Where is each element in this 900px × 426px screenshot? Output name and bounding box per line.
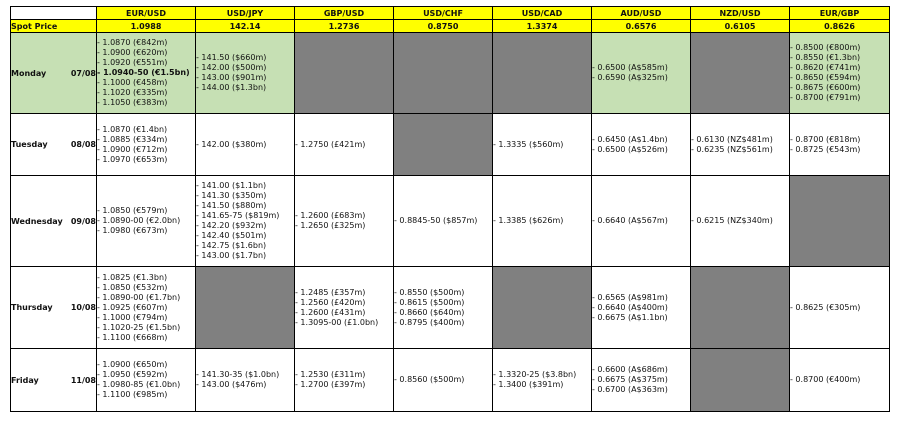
pair-header-eur-gbp: EUR/GBP — [790, 7, 890, 20]
strike-level: - 1.3095-00 (£1.0bn) — [295, 317, 379, 327]
strike-level: - 1.0890-00 (€2.0bn) — [97, 216, 181, 225]
expiry-cell-usd-cad — [493, 33, 592, 114]
strike-level: - 1.2530 (£311m) — [295, 370, 366, 379]
pair-header-usd-chf: USD/CHF — [394, 7, 493, 20]
strike-level: - 0.6450 (A$1.4bn) — [592, 134, 668, 144]
strike-level: - 0.6675 (A$375m) — [592, 375, 668, 384]
strike-level: - 0.6235 (NZ$561m) — [691, 144, 773, 154]
pair-header-usd-cad: USD/CAD — [493, 7, 592, 20]
strike-level: - 1.2560 (£420m) — [295, 297, 366, 307]
strike-level: - 1.1020 (€335m) — [97, 88, 168, 97]
day-label-cell — [11, 33, 97, 114]
strike-level: - 1.2700 (£397m) — [295, 380, 366, 389]
strike-level-list — [592, 293, 690, 323]
expiry-cell-aud-usd — [592, 176, 691, 267]
strike-level: - 141.65-75 ($819m) — [196, 211, 280, 220]
pair-header-aud-usd: AUD/USD — [592, 7, 691, 20]
expiry-cell-nzd-usd — [691, 349, 790, 412]
strike-level: - 1.0980 (€673m) — [97, 226, 168, 235]
expiry-cell-eur-gbp — [790, 349, 890, 412]
day-row-friday — [11, 349, 890, 412]
expiry-cell-usd-jpy — [196, 114, 295, 176]
pair-header-gbp-usd: GBP/USD — [295, 7, 394, 20]
day-row-tuesday — [11, 114, 890, 176]
strike-level: - 1.0870 (€1.4bn) — [97, 124, 168, 134]
spot-price-eur-usd: 1.0988 — [97, 20, 196, 33]
strike-level: - 0.6500 (A$585m) — [592, 63, 668, 72]
day-date: 09/08 — [70, 216, 96, 226]
spot-price-eur-gbp: 0.8626 — [790, 20, 890, 33]
strike-level-list — [790, 375, 889, 385]
day-name: Friday — [11, 375, 39, 385]
expiry-cell-gbp-usd — [295, 349, 394, 412]
strike-level: - 0.6565 (A$981m) — [592, 292, 668, 302]
strike-level-list — [97, 38, 195, 108]
strike-level: - 0.6500 (A$526m) — [592, 144, 668, 154]
expiry-cell-usd-chf — [394, 349, 493, 412]
strike-level-list — [493, 140, 591, 150]
day-name: Thursday — [11, 303, 53, 312]
day-date: 10/08 — [70, 303, 96, 312]
strike-level-list — [592, 63, 690, 83]
strike-level: - 0.8560 ($500m) — [394, 375, 465, 384]
expiry-cell-aud-usd — [592, 33, 691, 114]
strike-level: - 1.1050 (€383m) — [97, 98, 168, 107]
day-label-cell — [11, 267, 97, 349]
day-name: Wednesday — [11, 216, 63, 226]
strike-level-list — [196, 181, 294, 261]
day-date: 11/08 — [70, 375, 96, 385]
strike-level-list — [97, 360, 195, 400]
strike-level-list — [295, 140, 393, 150]
spot-price-label: Spot Price — [11, 20, 97, 33]
strike-level: - 1.0900 (€650m) — [97, 360, 168, 369]
day-label-cell — [11, 176, 97, 267]
strike-level-list — [790, 135, 889, 155]
currency-pair-header-row — [11, 7, 890, 20]
strike-level: - 1.0850 (€532m) — [97, 282, 168, 292]
strike-level: - 143.00 ($476m) — [196, 380, 267, 389]
strike-level: - 143.00 ($901m) — [196, 73, 267, 82]
day-date: 08/08 — [70, 140, 96, 149]
expiry-cell-gbp-usd — [295, 176, 394, 267]
strike-level: - 1.0970 (€653m) — [97, 154, 168, 164]
expiry-cell-gbp-usd — [295, 267, 394, 349]
strike-level: - 0.8650 (€594m) — [790, 73, 861, 82]
strike-level: - 1.2650 (£325m) — [295, 221, 366, 230]
day-label-cell — [11, 349, 97, 412]
strike-level: - 0.8550 (€1.3bn) — [790, 53, 861, 62]
strike-level: - 1.0920 (€551m) — [97, 58, 168, 67]
strike-level-list — [592, 365, 690, 395]
day-label-cell — [11, 114, 97, 176]
expiry-cell-eur-usd — [97, 114, 196, 176]
strike-level: - 0.6700 (A$363m) — [592, 385, 668, 394]
strike-level: - 1.0870 (€842m) — [97, 38, 168, 47]
strike-level: - 0.8500 (€800m) — [790, 43, 861, 52]
strike-level: - 1.1000 (€794m) — [97, 312, 168, 322]
expiry-cell-eur-usd — [97, 349, 196, 412]
strike-level: - 141.00 ($1.1bn) — [196, 181, 267, 190]
expiry-cell-eur-gbp — [790, 267, 890, 349]
strike-level: - 141.50 ($880m) — [196, 201, 267, 210]
expiry-cell-eur-gbp — [790, 33, 890, 114]
day-date: 07/08 — [70, 68, 96, 78]
strike-level-list — [493, 216, 591, 226]
header-corner-cell — [11, 7, 97, 20]
strike-level: - 0.8620 (€741m) — [790, 63, 861, 72]
strike-level-list — [691, 135, 789, 155]
strike-level-list — [196, 140, 294, 150]
strike-level-list — [790, 43, 889, 103]
spot-price-gbp-usd: 1.2736 — [295, 20, 394, 33]
strike-level: - 0.8845-50 ($857m) — [394, 216, 478, 225]
strike-level: - 1.1100 (€668m) — [97, 332, 168, 342]
strike-level-list — [394, 288, 492, 328]
expiry-cell-aud-usd — [592, 114, 691, 176]
strike-level: - 0.6590 (A$325m) — [592, 73, 668, 82]
strike-level-list — [592, 135, 690, 155]
day-row-wednesday — [11, 176, 890, 267]
strike-level-list — [394, 216, 492, 226]
strike-level: - 1.3320-25 ($3.8bn) — [493, 370, 577, 379]
expiry-cell-nzd-usd — [691, 33, 790, 114]
pair-header-nzd-usd: NZD/USD — [691, 7, 790, 20]
strike-level: - 0.8660 ($640m) — [394, 307, 465, 317]
day-row-thursday — [11, 267, 890, 349]
expiry-cell-eur-gbp — [790, 176, 890, 267]
strike-level: - 0.6600 (A$686m) — [592, 365, 668, 374]
expiry-cell-usd-cad — [493, 114, 592, 176]
strike-level: - 0.8700 (€818m) — [790, 134, 861, 144]
spot-price-usd-cad: 1.3374 — [493, 20, 592, 33]
strike-level-list — [196, 53, 294, 93]
strike-level: - 0.8725 (€543m) — [790, 144, 861, 154]
strike-level: - 142.00 ($380m) — [196, 139, 267, 149]
expiry-cell-usd-chf — [394, 33, 493, 114]
strike-level: - 1.0885 (€334m) — [97, 134, 168, 144]
strike-level-list — [394, 375, 492, 385]
day-name: Monday — [11, 68, 47, 78]
strike-level: - 1.0850 (€579m) — [97, 206, 168, 215]
strike-level: - 1.2750 (£421m) — [295, 139, 366, 149]
strike-level: - 1.2600 (£431m) — [295, 307, 366, 317]
strike-level-list — [790, 303, 889, 313]
pair-header-usd-jpy: USD/JPY — [196, 7, 295, 20]
expiry-cell-gbp-usd — [295, 114, 394, 176]
strike-level: - 1.0890-00 (€1.7bn) — [97, 292, 181, 302]
expiry-cell-usd-jpy — [196, 267, 295, 349]
expiry-cell-eur-usd — [97, 267, 196, 349]
strike-level: - 1.0925 (€607m) — [97, 302, 168, 312]
strike-level-list — [295, 211, 393, 231]
strike-level: - 0.6215 (NZ$340m) — [691, 216, 773, 225]
strike-level: - 0.8550 ($500m) — [394, 287, 465, 297]
expiry-cell-usd-jpy — [196, 349, 295, 412]
strike-level: - 0.8700 (€400m) — [790, 375, 861, 384]
strike-level: - 1.2600 (£683m) — [295, 211, 366, 220]
expiry-cell-nzd-usd — [691, 176, 790, 267]
strike-level: - 0.8615 ($500m) — [394, 297, 465, 307]
strike-level-list — [97, 273, 195, 343]
strike-level: - 1.0980-85 (€1.0bn) — [97, 380, 181, 389]
strike-level: - 142.75 ($1.6bn) — [196, 241, 267, 250]
expiry-cell-eur-usd — [97, 33, 196, 114]
strike-level: - 1.3385 ($626m) — [493, 216, 564, 225]
strike-level-list — [493, 370, 591, 390]
strike-level-list — [295, 288, 393, 328]
spot-price-usd-chf: 0.8750 — [394, 20, 493, 33]
pair-header-eur-usd: EUR/USD — [97, 7, 196, 20]
strike-level: - 1.2485 (£357m) — [295, 287, 366, 297]
strike-level-list — [592, 216, 690, 226]
strike-level-list — [97, 125, 195, 165]
strike-level: - 142.00 ($500m) — [196, 63, 267, 72]
spot-price-nzd-usd: 0.6105 — [691, 20, 790, 33]
expiry-cell-aud-usd — [592, 349, 691, 412]
strike-level: - 1.0900 (€712m) — [97, 144, 168, 154]
expiry-cell-nzd-usd — [691, 267, 790, 349]
strike-level: - 1.0950 (€592m) — [97, 370, 168, 379]
strike-level: - 0.8675 (€600m) — [790, 83, 861, 92]
expiry-cell-usd-cad — [493, 267, 592, 349]
strike-level: - 143.00 ($1.7bn) — [196, 251, 267, 260]
expiry-cell-usd-cad — [493, 349, 592, 412]
strike-level: - 142.20 ($932m) — [196, 221, 267, 230]
expiry-cell-usd-chf — [394, 267, 493, 349]
strike-level: - 0.6640 (A$567m) — [592, 216, 668, 225]
expiry-cell-usd-chf — [394, 176, 493, 267]
strike-level-list — [295, 370, 393, 390]
day-name: Tuesday — [11, 140, 48, 149]
strike-level: - 0.6640 (A$400m) — [592, 302, 668, 312]
strike-level: - 0.6130 (NZ$481m) — [691, 134, 773, 144]
strike-level: - 1.0900 (€620m) — [97, 48, 168, 57]
strike-level-list — [97, 206, 195, 236]
strike-level: - 141.30-35 ($1.0bn) — [196, 370, 280, 379]
strike-level: - 0.6675 (A$1.1bn) — [592, 312, 668, 322]
strike-level: - 1.3400 ($391m) — [493, 380, 564, 389]
expiry-cell-gbp-usd — [295, 33, 394, 114]
strike-level-list — [691, 216, 789, 226]
strike-level: - 0.8700 (€791m) — [790, 93, 861, 102]
spot-price-aud-usd: 0.6576 — [592, 20, 691, 33]
strike-level: - 1.1100 (€985m) — [97, 390, 168, 399]
expiry-cell-usd-cad — [493, 176, 592, 267]
strike-level: - 1.0825 (€1.3bn) — [97, 272, 168, 282]
expiry-cell-usd-chf — [394, 114, 493, 176]
spot-price-usd-jpy: 142.14 — [196, 20, 295, 33]
day-row-monday — [11, 33, 890, 114]
strike-level: - 1.1000 (€458m) — [97, 78, 168, 87]
expiry-cell-eur-usd — [97, 176, 196, 267]
expiry-cell-usd-jpy — [196, 33, 295, 114]
table-body — [11, 7, 890, 412]
strike-level: - 1.1020-25 (€1.5bn) — [97, 322, 181, 332]
strike-level-list — [196, 370, 294, 390]
strike-level: - 141.30 ($350m) — [196, 191, 267, 200]
fx-option-expiries-table — [10, 6, 890, 412]
expiry-cell-nzd-usd — [691, 114, 790, 176]
spot-price-row — [11, 20, 890, 33]
strike-level: - 0.8625 (€305m) — [790, 302, 861, 312]
expiry-cell-aud-usd — [592, 267, 691, 349]
strike-level: - 142.40 ($501m) — [196, 231, 267, 240]
strike-level: - 144.00 ($1.3bn) — [196, 83, 267, 92]
expiry-cell-usd-jpy — [196, 176, 295, 267]
strike-level: - 0.8795 ($400m) — [394, 317, 465, 327]
expiry-cell-eur-gbp — [790, 114, 890, 176]
strike-level: - 141.50 ($660m) — [196, 53, 267, 62]
strike-level: - 1.0940-50 (€1.5bn) — [97, 68, 190, 77]
strike-level: - 1.3335 ($560m) — [493, 139, 564, 149]
